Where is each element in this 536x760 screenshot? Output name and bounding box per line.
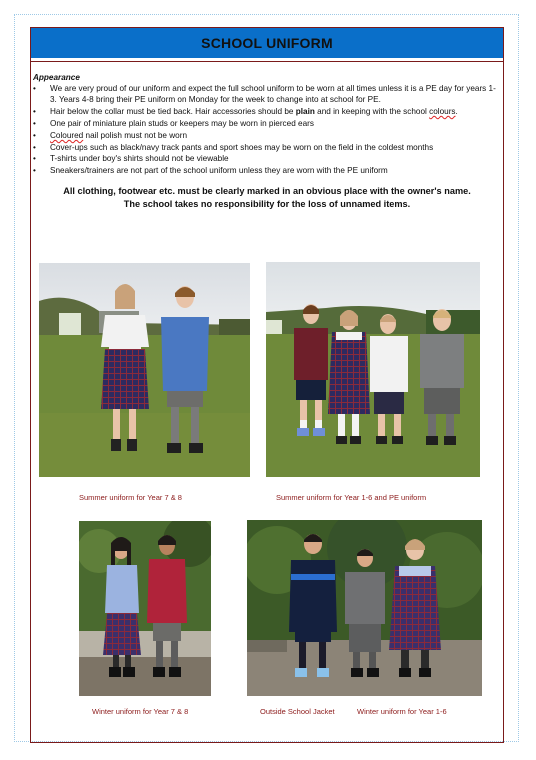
photo-summer-year-7-8-image (39, 263, 250, 477)
title-divider (31, 61, 503, 62)
caption-outside-jacket: Outside School Jacket (260, 707, 335, 716)
photo-summer-year-1-6-image (266, 262, 480, 477)
spellcheck-word: Coloured (50, 130, 84, 140)
appearance-heading: Appearance (33, 73, 80, 82)
rules-list (33, 83, 501, 176)
bullet-icon: • (33, 142, 36, 152)
rule-text: Hair below the collar must be tied back. Hair accessories should be (50, 107, 296, 117)
bullet-icon: • (33, 166, 36, 176)
rule-item (33, 165, 501, 176)
rule-item (33, 153, 501, 164)
notice-line: The school takes no responsibility for the loss of unnamed items. (123, 198, 411, 209)
rule-item (33, 83, 501, 105)
rule-text-continued: and in keeping with the school (314, 107, 427, 117)
notice-line: All clothing, footwear etc. must be clearly marked in an obvious place with the owner's name. (63, 186, 471, 197)
rule-text: We are very proud of our uniform and expect the full school uniform to be worn at all times unless it is a PE day for years 1-3. Years 4-8 bring their PE uniform on Monday for the week to change into at school for PE. (50, 84, 496, 105)
bullet-icon: • (33, 107, 36, 117)
rule-tail: . (455, 107, 458, 117)
rule-text: T-shirts under boy's shirts should not be viewable (50, 154, 229, 164)
photo-winter-year-1-6-image (247, 520, 482, 696)
rule-text: nail polish must not be worn (83, 130, 187, 140)
rule-text: One pair of miniature plain studs or keepers may be worn in pierced ears (50, 119, 314, 128)
rule-text: Cover-ups such as black/navy track pants and sport shoes may be worn on the field in the coldest months (50, 142, 434, 152)
photo-summer-year-7-8 (39, 263, 250, 477)
photo-summer-year-1-6 (266, 262, 480, 477)
bullet-icon: • (33, 154, 36, 164)
rule-item (33, 130, 501, 141)
rule-emphasis: plain (295, 107, 315, 117)
rule-item (33, 142, 501, 153)
labelling-notice (33, 185, 501, 210)
bullet-icon: • (33, 119, 36, 128)
title-banner (31, 28, 503, 58)
rule-item (33, 118, 501, 129)
caption-summer-year-1-6: Summer uniform for Year 1-6 and PE uniform (276, 493, 427, 502)
appearance-section (33, 72, 501, 210)
photo-winter-year-1-6 (247, 520, 482, 696)
photo-winter-year-7-8 (79, 521, 211, 696)
rule-text: Sneakers/trainers are not part of the school uniform unless they are worn with the PE uniform (50, 166, 388, 176)
caption-summer-year-7-8: Summer uniform for Year 7 & 8 (79, 493, 182, 502)
bullet-icon: • (33, 130, 36, 140)
bullet-icon: • (33, 84, 36, 94)
photo-winter-year-7-8-image (79, 521, 211, 696)
caption-winter-year-7-8: Winter uniform for Year 7 & 8 (92, 707, 189, 716)
caption-winter-year-1-6: Winter uniform for Year 1-6 (357, 707, 447, 716)
rule-item (33, 106, 501, 117)
page-title: SCHOOL UNIFORM (201, 35, 333, 51)
spellcheck-word: colours (429, 107, 456, 117)
